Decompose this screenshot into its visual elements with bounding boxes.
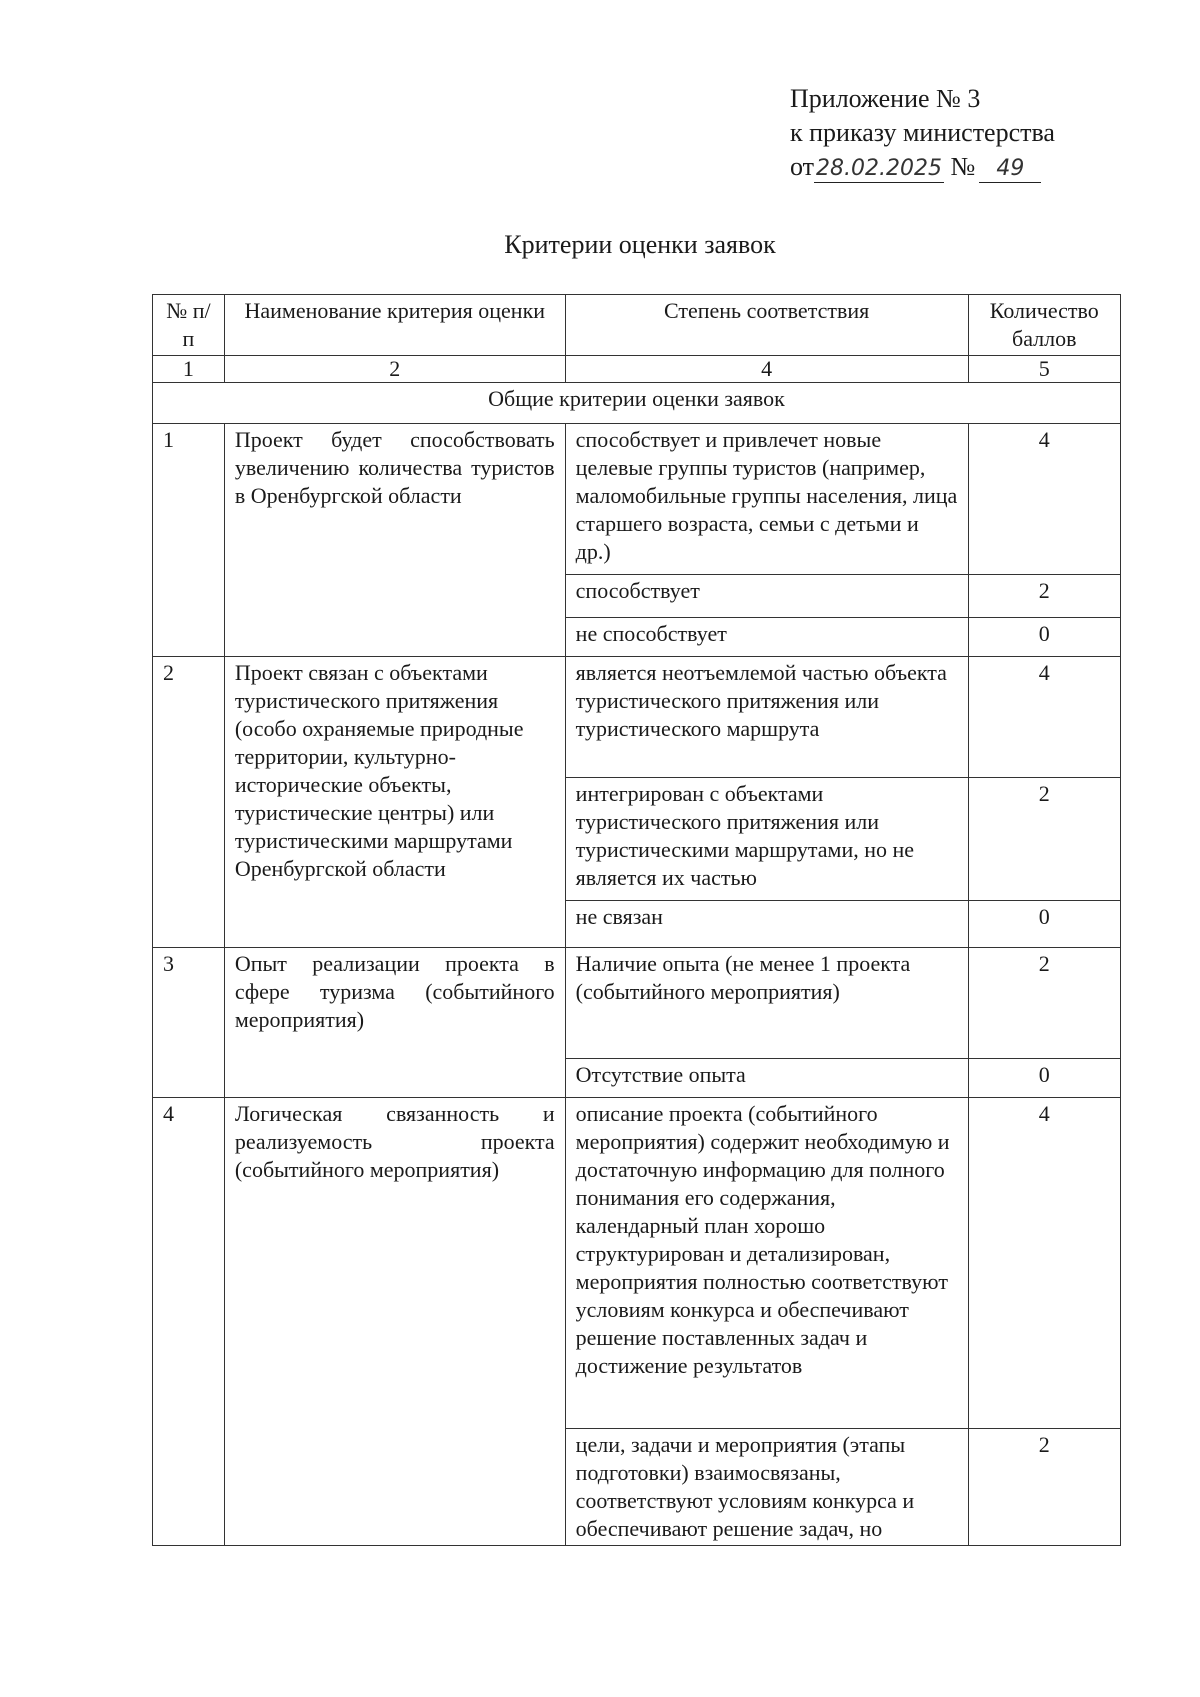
header-points: Количество баллов — [968, 295, 1120, 356]
criterion-name: Проект связан с объектами туристического притяжения (особо охраняемые природные территории, культурно-исторические объекты, туристические центры) или туристическими маршрутами Оренбургской области — [224, 657, 565, 948]
appendix-date-line — [790, 150, 1055, 184]
handwritten-date: 28.02.2025 — [814, 156, 944, 183]
column-index: 1 — [153, 356, 225, 383]
degree-option: способствует и привлечет новые целевые группы туристов (например, маломобильные группы населения, лица старшего возраста, семьи с детьми и др.) — [565, 424, 968, 575]
degree-option: не способствует — [565, 618, 968, 657]
column-index: 2 — [224, 356, 565, 383]
table-row — [153, 948, 1121, 1059]
column-index: 5 — [968, 356, 1120, 383]
appendix-order-ref: к приказу министерства — [790, 118, 1055, 147]
number-label: № — [950, 152, 976, 181]
appendix-block — [790, 82, 1055, 184]
header-num: № п/п — [153, 295, 225, 356]
column-index-row — [153, 356, 1121, 383]
degree-option: является неотъемлемой частью объекта туристического притяжения или туристического маршрута — [565, 657, 968, 778]
points-value: 0 — [968, 1059, 1120, 1098]
header-degree: Степень соответствия — [565, 295, 968, 356]
section-row — [153, 383, 1121, 424]
degree-option: цели, задачи и мероприятия (этапы подготовки) взаимосвязаны, соответствуют условиям конкурса и обеспечивают решение задач, но — [565, 1429, 968, 1546]
section-title: Общие критерии оценки заявок — [153, 383, 1121, 424]
criterion-number: 3 — [153, 948, 225, 1098]
points-value: 4 — [968, 1098, 1120, 1429]
degree-option: Наличие опыта (не менее 1 проекта (событийного мероприятия) — [565, 948, 968, 1059]
document-title: Критерии оценки заявок — [504, 230, 776, 259]
degree-option: Отсутствие опыта — [565, 1059, 968, 1098]
points-value: 4 — [968, 657, 1120, 778]
table-header-row — [153, 295, 1121, 356]
from-label: от — [790, 152, 815, 181]
degree-option: описание проекта (событийного мероприятия) содержит необходимую и достаточную информацию для полного понимания его содержания, календарный план хорошо структурирован и детализирован, мероприятия полностью соответствуют условиям конкурса и обеспечивают решение поставленных задач и достижение результатов — [565, 1098, 968, 1429]
header-name: Наименование критерия оценки — [224, 295, 565, 356]
degree-option: способствует — [565, 575, 968, 618]
column-index: 4 — [565, 356, 968, 383]
points-value: 2 — [968, 575, 1120, 618]
criterion-name: Опыт реализации проекта в сфере туризма (событийного мероприятия) — [224, 948, 565, 1098]
degree-option: интегрирован с объектами туристического притяжения или туристическими маршрутами, но не является их частью — [565, 778, 968, 901]
criterion-number: 4 — [153, 1098, 225, 1546]
criterion-name: Проект будет способствовать увеличению количества туристов в Оренбургской области — [224, 424, 565, 657]
points-value: 4 — [968, 424, 1120, 575]
appendix-number: Приложение № 3 — [790, 84, 981, 113]
points-value: 0 — [968, 618, 1120, 657]
points-value: 0 — [968, 901, 1120, 948]
criterion-name: Логическая связанность и реализуемость проекта (событийного мероприятия) — [224, 1098, 565, 1546]
handwritten-number: 49 — [979, 156, 1041, 183]
points-value: 2 — [968, 778, 1120, 901]
table-row — [153, 657, 1121, 778]
degree-option: не связан — [565, 901, 968, 948]
table-row — [153, 1098, 1121, 1429]
criterion-number: 2 — [153, 657, 225, 948]
points-value: 2 — [968, 948, 1120, 1059]
criterion-number: 1 — [153, 424, 225, 657]
points-value: 2 — [968, 1429, 1120, 1546]
table-row — [153, 424, 1121, 575]
criteria-table — [152, 294, 1121, 1546]
